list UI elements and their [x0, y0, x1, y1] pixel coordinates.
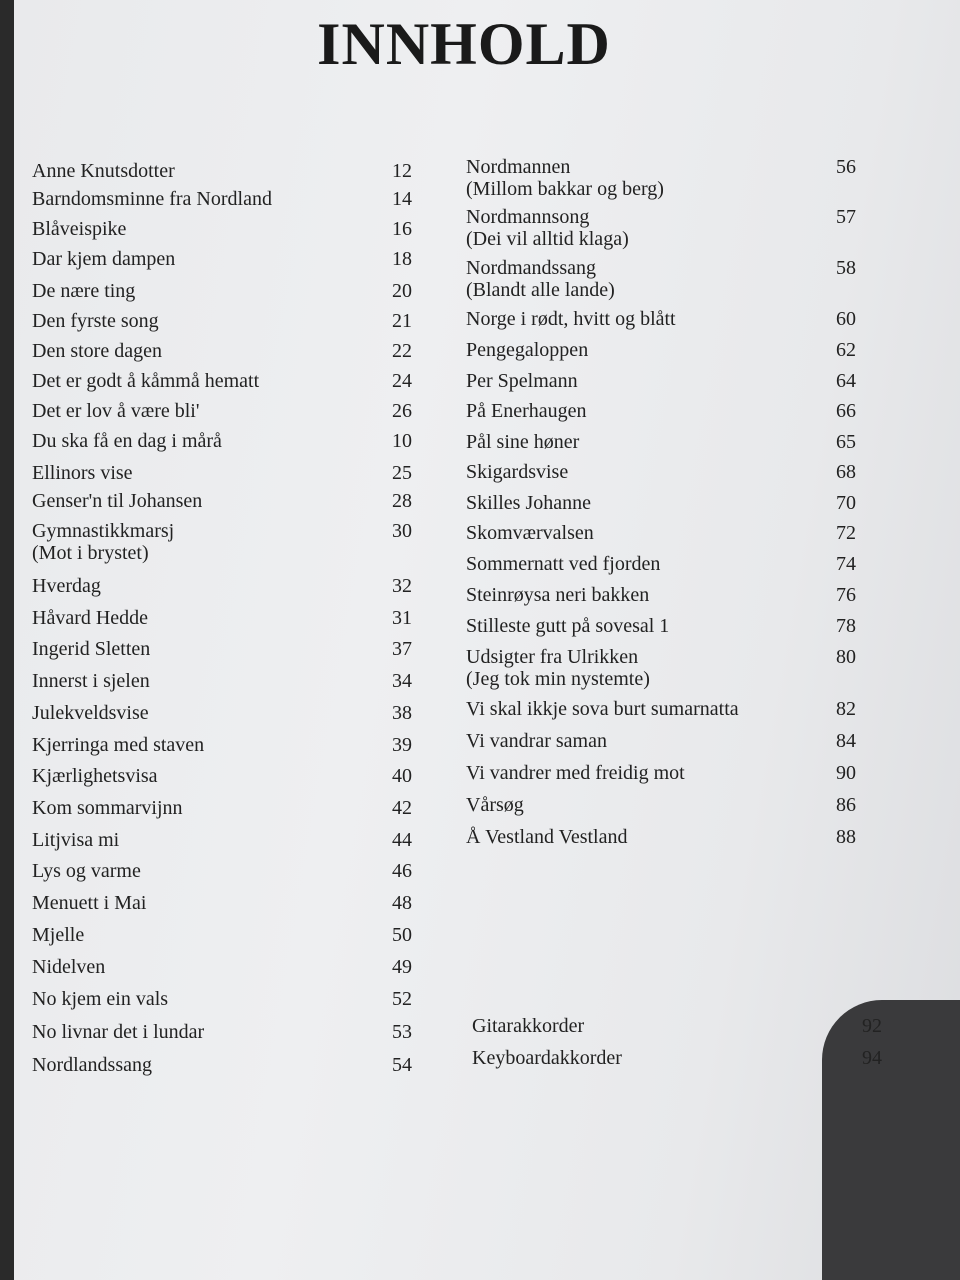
- entry-title: Litjvisa mi: [32, 829, 120, 851]
- entry-page-number: 56: [836, 156, 856, 178]
- entry-title: På Enerhaugen: [466, 400, 587, 422]
- entry-title: Ellinors vise: [32, 462, 133, 484]
- toc-entry: [32, 860, 412, 882]
- entry-title: No livnar det i lundar: [32, 1021, 205, 1043]
- entry-page-number: 18: [392, 248, 412, 270]
- entry-title: Gitarakkorder: [472, 1015, 585, 1037]
- entry-title: Julekveldsvise: [32, 702, 149, 724]
- entry-title: Nordmandssang: [466, 257, 596, 279]
- toc-entry: [466, 794, 856, 816]
- entry-title: Ingerid Sletten: [32, 638, 151, 660]
- entry-title: Pengegaloppen: [466, 339, 589, 361]
- entry-page-number: 34: [392, 670, 412, 692]
- toc-entry: [466, 431, 856, 453]
- entry-title: Dar kjem dampen: [32, 248, 176, 270]
- entry-title: Norge i rødt, hvitt og blått: [466, 308, 676, 330]
- toc-entry: [466, 308, 856, 330]
- toc-entry: [32, 248, 412, 270]
- entry-page-number: 68: [836, 461, 856, 483]
- toc-entry: [466, 370, 856, 392]
- entry-page-number: 30: [392, 520, 412, 542]
- toc-entry: [32, 462, 412, 484]
- entry-title: Skilles Johanne: [466, 492, 591, 514]
- toc-entry: [472, 1047, 882, 1069]
- entry-page-number: 92: [862, 1015, 882, 1037]
- entry-page-number: 37: [392, 638, 412, 660]
- entry-page-number: 10: [392, 430, 412, 452]
- entry-title: Anne Knutsdotter: [32, 160, 175, 182]
- entry-title: Nordmannsong: [466, 206, 590, 228]
- entry-title: Stilleste gutt på sovesal 1: [466, 615, 670, 637]
- toc-entry: [32, 924, 412, 946]
- entry-page-number: 57: [836, 206, 856, 228]
- toc-entry: [32, 638, 412, 660]
- entry-page-number: 66: [836, 400, 856, 422]
- toc-entry: [466, 257, 856, 301]
- entry-title: De nære ting: [32, 280, 136, 302]
- entry-page-number: 24: [392, 370, 412, 392]
- toc-entry: [32, 670, 412, 692]
- toc-entry: [466, 826, 856, 848]
- toc-entry: [32, 892, 412, 914]
- entry-title: Håvard Hedde: [32, 607, 149, 629]
- toc-entry: [466, 584, 856, 606]
- entry-page-number: 26: [392, 400, 412, 422]
- entry-title: Hverdag: [32, 575, 101, 597]
- entry-subtitle: (Millom bakkar og berg): [466, 178, 664, 200]
- entry-page-number: 16: [392, 218, 412, 240]
- page-title: INNHOLD: [317, 11, 611, 77]
- entry-page-number: 90: [836, 762, 856, 784]
- toc-entry: [32, 797, 412, 819]
- toc-entry: [466, 762, 856, 784]
- toc-entry: [32, 520, 412, 564]
- toc-entry: [466, 461, 856, 483]
- toc-page: [14, 0, 960, 1280]
- entry-title: Kjerringa med staven: [32, 734, 205, 756]
- entry-page-number: 80: [836, 646, 856, 668]
- entry-subtitle: (Blandt alle lande): [466, 279, 615, 301]
- entry-page-number: 50: [392, 924, 412, 946]
- entry-page-number: 28: [392, 490, 412, 512]
- toc-entry: [466, 206, 856, 250]
- entry-page-number: 94: [862, 1047, 882, 1069]
- toc-entry: [466, 553, 856, 575]
- entry-title: Gymnastikkmarsj: [32, 520, 175, 542]
- toc-entry: [466, 400, 856, 422]
- entry-page-number: 62: [836, 339, 856, 361]
- entry-title: Du ska få en dag i mårå: [32, 430, 222, 452]
- entry-title: Lys og varme: [32, 860, 141, 882]
- entry-title: No kjem ein vals: [32, 988, 169, 1010]
- toc-entry: [32, 218, 412, 240]
- entry-page-number: 48: [392, 892, 412, 914]
- toc-entry: [32, 160, 412, 182]
- entry-page-number: 82: [836, 698, 856, 720]
- entry-title: Det er godt å kåmmå hematt: [32, 370, 260, 392]
- toc-entry: [32, 400, 412, 422]
- entry-page-number: 84: [836, 730, 856, 752]
- entry-title: Innerst i sjelen: [32, 670, 150, 692]
- toc-entry: [466, 698, 856, 720]
- entry-title: Kjærlighetsvisa: [32, 765, 158, 787]
- toc-entry: [466, 492, 856, 514]
- toc-entry: [32, 370, 412, 392]
- entry-subtitle: (Mot i brystet): [32, 542, 149, 564]
- toc-entry: [466, 156, 856, 200]
- entry-title: Skigardsvise: [466, 461, 569, 483]
- entry-title: Keyboardakkorder: [472, 1047, 622, 1069]
- entry-page-number: 86: [836, 794, 856, 816]
- entry-title: Nidelven: [32, 956, 106, 978]
- entry-title: Mjelle: [32, 924, 85, 946]
- entry-title: Per Spelmann: [466, 370, 578, 392]
- entry-title: Nordmannen: [466, 156, 571, 178]
- toc-entry: [466, 339, 856, 361]
- entry-page-number: 70: [836, 492, 856, 514]
- entry-page-number: 46: [392, 860, 412, 882]
- entry-page-number: 25: [392, 462, 412, 484]
- entry-page-number: 39: [392, 734, 412, 756]
- entry-page-number: 20: [392, 280, 412, 302]
- entry-title: Udsigter fra Ulrikken: [466, 646, 639, 668]
- entry-title: Det er lov å være bli': [32, 400, 200, 422]
- entry-title: Steinrøysa neri bakken: [466, 584, 650, 606]
- entry-page-number: 22: [392, 340, 412, 362]
- entry-title: Vi vandrer med freidig mot: [466, 762, 685, 784]
- entry-page-number: 78: [836, 615, 856, 637]
- entry-page-number: 32: [392, 575, 412, 597]
- toc-entry: [32, 829, 412, 851]
- entry-page-number: 53: [392, 1021, 412, 1043]
- toc-entry: [32, 988, 412, 1010]
- toc-entry: [32, 575, 412, 597]
- entry-title: Vi skal ikkje sova burt sumarnatta: [466, 698, 739, 720]
- entry-page-number: 54: [392, 1054, 412, 1076]
- entry-page-number: 64: [836, 370, 856, 392]
- entry-page-number: 60: [836, 308, 856, 330]
- entry-title: Nordlandssang: [32, 1054, 152, 1076]
- toc-entry: [32, 310, 412, 332]
- entry-title: Den fyrste song: [32, 310, 159, 332]
- entry-subtitle: (Jeg tok min nystemte): [466, 668, 650, 690]
- entry-title: Å Vestland Vestland: [466, 826, 628, 848]
- toc-entry: [466, 522, 856, 544]
- entry-title: Pål sine høner: [466, 431, 580, 453]
- entry-page-number: 44: [392, 829, 412, 851]
- entry-title: Den store dagen: [32, 340, 162, 362]
- entry-page-number: 58: [836, 257, 856, 279]
- toc-entry: [32, 340, 412, 362]
- entry-page-number: 74: [836, 553, 856, 575]
- entry-title: Vi vandrar saman: [466, 730, 607, 752]
- entry-page-number: 76: [836, 584, 856, 606]
- entry-page-number: 14: [392, 188, 412, 210]
- entry-page-number: 31: [392, 607, 412, 629]
- entry-page-number: 40: [392, 765, 412, 787]
- toc-entry: [32, 607, 412, 629]
- entry-title: Skomværvalsen: [466, 522, 594, 544]
- entry-subtitle: (Dei vil alltid klaga): [466, 228, 629, 250]
- toc-entry: [32, 734, 412, 756]
- entry-title: Sommernatt ved fjorden: [466, 553, 661, 575]
- toc-entry: [32, 430, 412, 452]
- toc-entry: [466, 615, 856, 637]
- toc-entry: [32, 765, 412, 787]
- toc-entry: [466, 730, 856, 752]
- toc-entry: [472, 1015, 882, 1037]
- toc-entry: [32, 280, 412, 302]
- shadow-region: [822, 1000, 960, 1280]
- entry-page-number: 21: [392, 310, 412, 332]
- toc-entry: [32, 490, 412, 512]
- entry-title: Menuett i Mai: [32, 892, 147, 914]
- toc-entry: [32, 188, 412, 210]
- toc-entry: [466, 646, 856, 690]
- toc-entry: [32, 1054, 412, 1076]
- entry-page-number: 49: [392, 956, 412, 978]
- entry-page-number: 38: [392, 702, 412, 724]
- toc-entry: [32, 956, 412, 978]
- entry-title: Kom sommarvijnn: [32, 797, 183, 819]
- entry-title: Genser'n til Johansen: [32, 490, 203, 512]
- entry-page-number: 42: [392, 797, 412, 819]
- entry-page-number: 88: [836, 826, 856, 848]
- toc-entry: [32, 702, 412, 724]
- entry-title: Barndomsminne fra Nordland: [32, 188, 272, 210]
- entry-title: Blåveispike: [32, 218, 127, 240]
- toc-entry: [32, 1021, 412, 1043]
- entry-title: Vårsøg: [466, 794, 524, 816]
- entry-page-number: 72: [836, 522, 856, 544]
- entry-page-number: 65: [836, 431, 856, 453]
- entry-page-number: 12: [392, 160, 412, 182]
- entry-page-number: 52: [392, 988, 412, 1010]
